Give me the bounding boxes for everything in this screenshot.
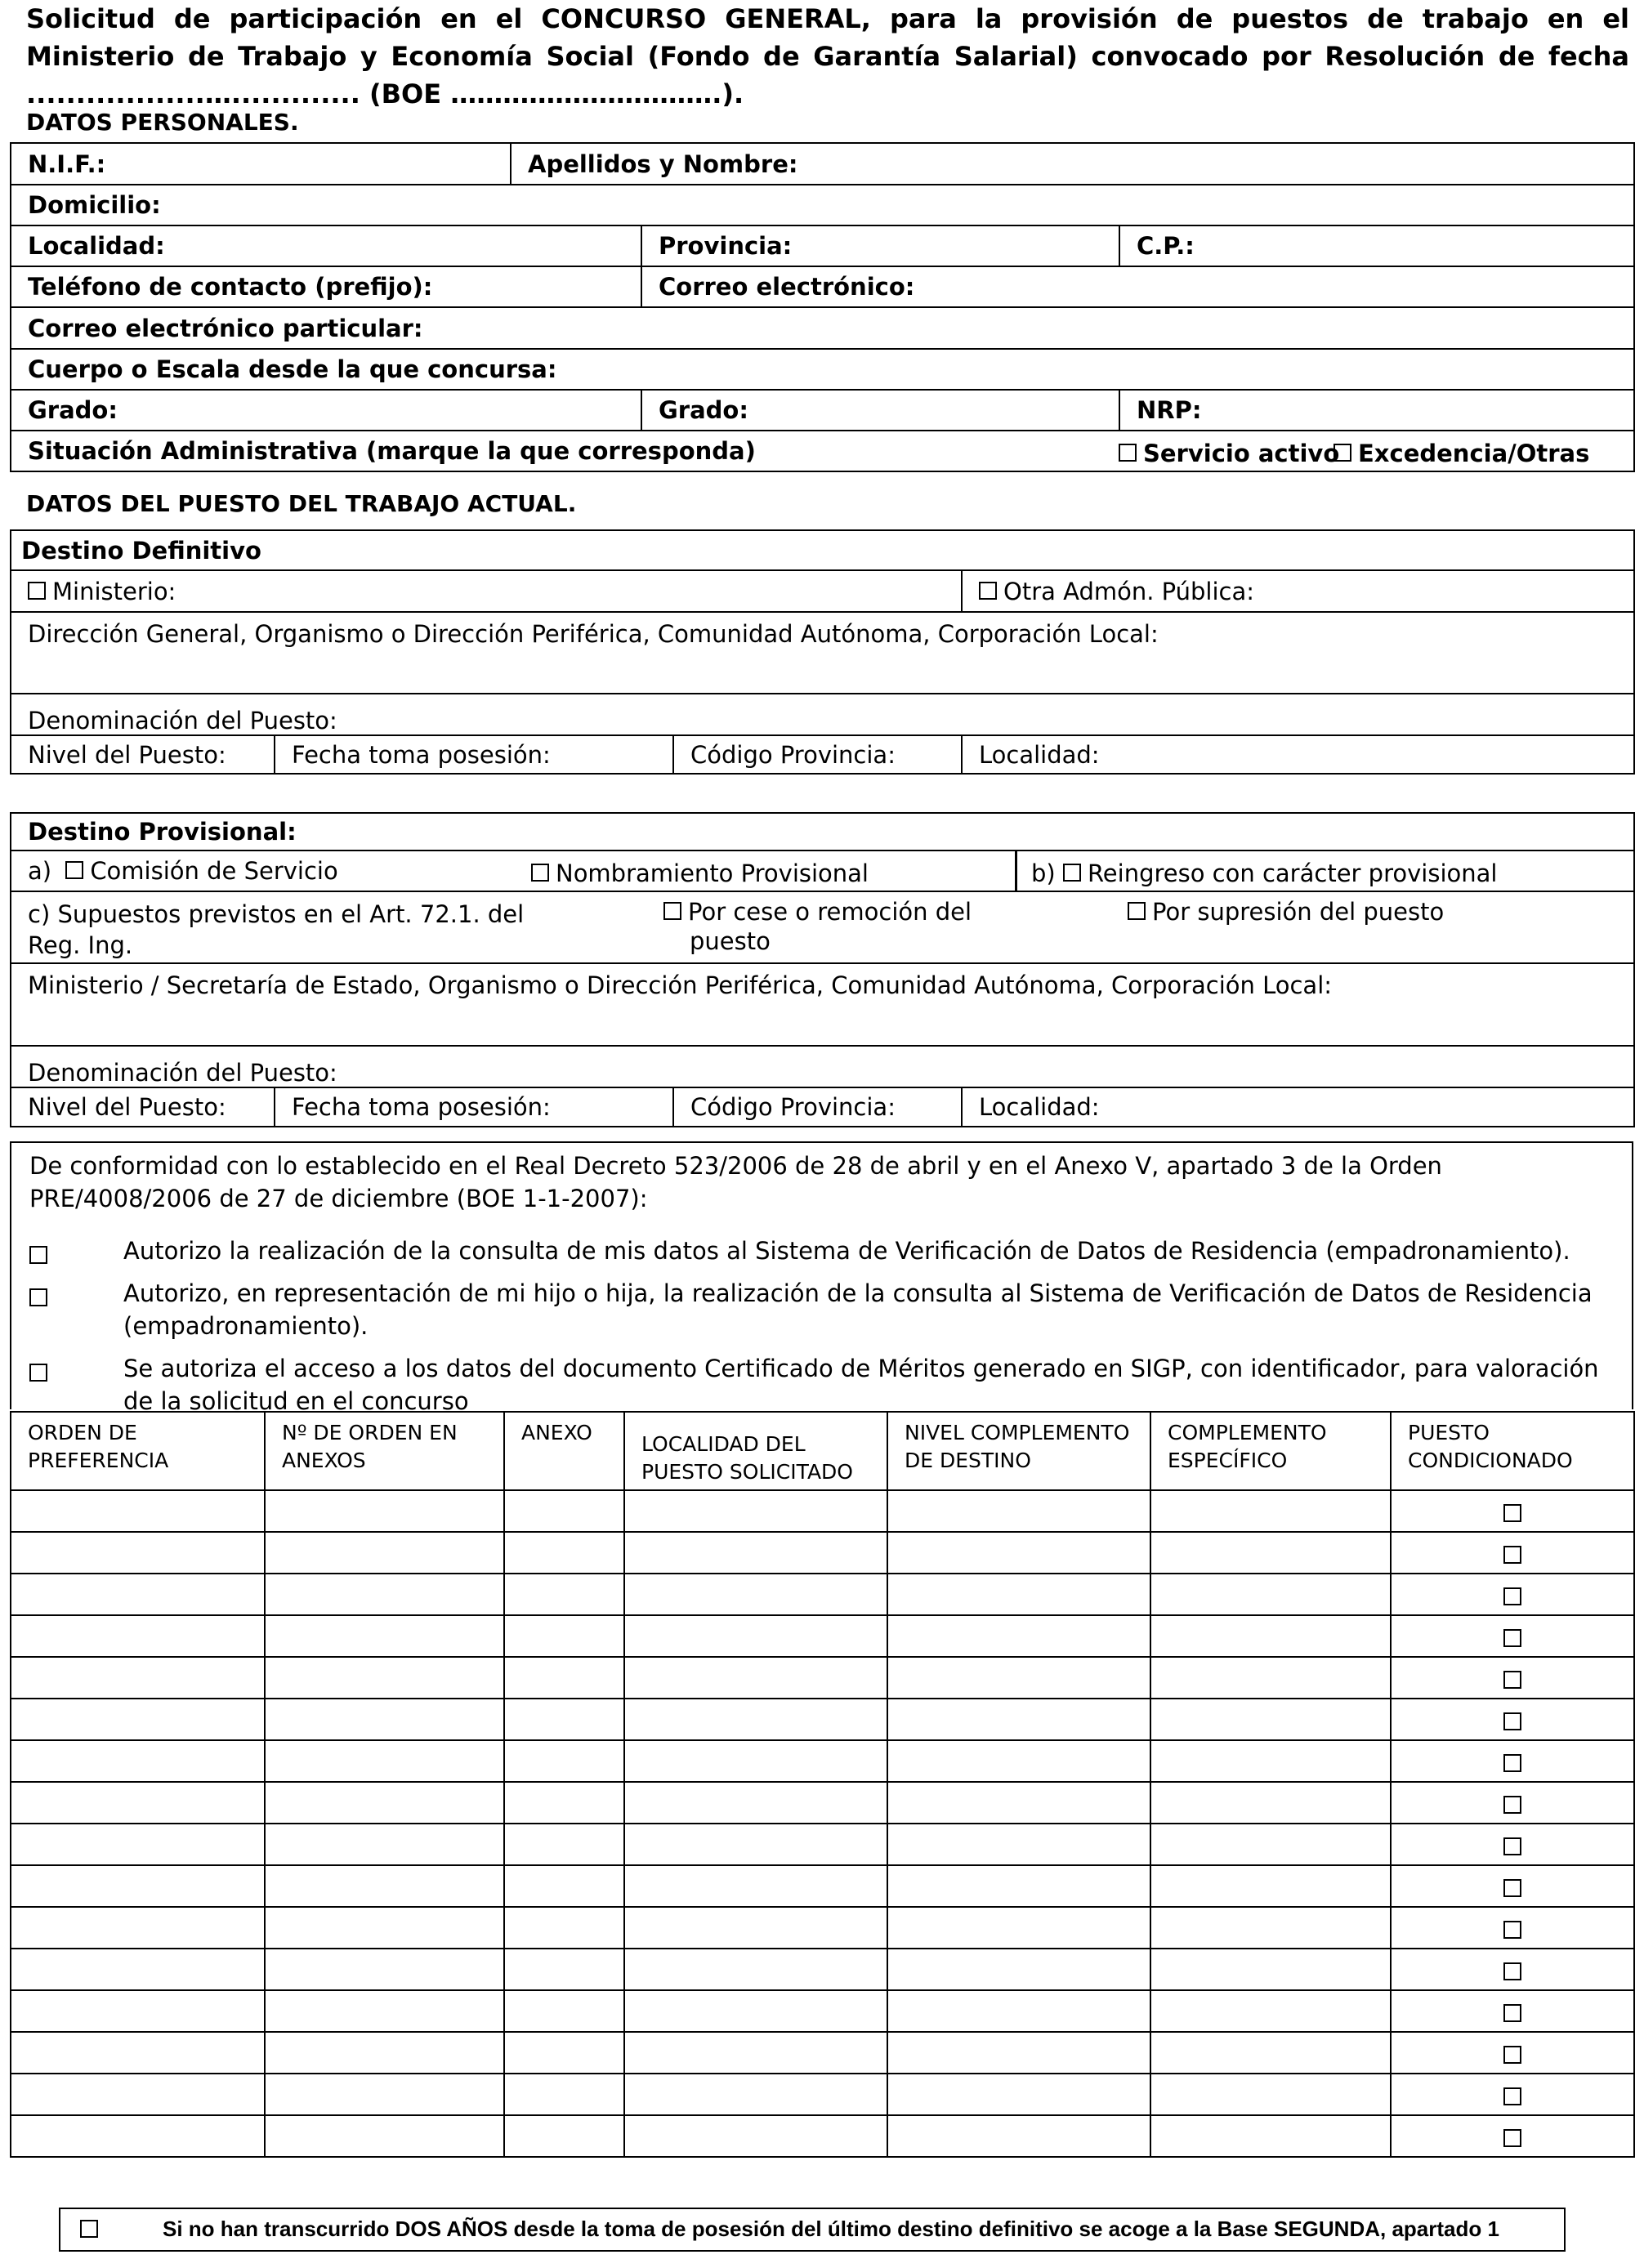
grid-cell[interactable]	[624, 1574, 887, 1615]
supresion-option[interactable]: Por supresión del puesto	[1128, 897, 1444, 926]
grid-cell[interactable]	[504, 1532, 624, 1574]
grid-cell[interactable]	[1150, 1865, 1391, 1907]
table-row	[11, 1740, 1634, 1782]
grid-cell[interactable]	[887, 2074, 1150, 2115]
grid-cell[interactable]	[265, 1699, 504, 1740]
puesto-condicionado-checkbox[interactable]	[1503, 1921, 1521, 1939]
preference-grid	[10, 1411, 1635, 2158]
consent-checkbox-3[interactable]	[29, 1364, 47, 1382]
grid-cell[interactable]	[887, 1615, 1150, 1657]
grid-cell[interactable]	[624, 1532, 887, 1574]
puesto-condicionado-cell[interactable]	[1391, 1532, 1634, 1574]
ministerio-option[interactable]: Ministerio:	[11, 570, 962, 612]
destino-provisional-table	[10, 812, 1635, 1127]
comision-option[interactable]: Comisión de Servicio	[59, 857, 337, 885]
provisional-ministerio-field[interactable]: Ministerio / Secretaría de Estado, Organismo o Dirección Periférica, Comunidad Autónoma, Corporación Local:	[11, 963, 1634, 1046]
consent-block	[10, 1141, 1633, 1415]
grid-cell[interactable]	[265, 1574, 504, 1615]
grid-cell[interactable]	[265, 1949, 504, 1990]
grid-cell[interactable]	[887, 2032, 1150, 2074]
grid-cell[interactable]	[504, 1490, 624, 1532]
provisional-localidad-field[interactable]: Localidad:	[962, 1087, 1634, 1127]
puesto-condicionado-cell[interactable]	[1391, 1865, 1634, 1907]
reingreso-checkbox[interactable]	[1063, 864, 1081, 882]
provisional-fecha-field[interactable]: Fecha toma posesión:	[275, 1087, 673, 1127]
header-num-orden: Nº DE ORDEN EN ANEXOS	[265, 1412, 504, 1490]
table-row	[11, 2032, 1634, 2074]
grid-cell[interactable]	[504, 2032, 624, 2074]
table-row	[11, 1990, 1634, 2032]
grid-cell[interactable]	[1150, 1949, 1391, 1990]
consent-checkbox-1[interactable]	[29, 1246, 47, 1264]
section-title-puesto: DATOS DEL PUESTO DEL TRABAJO ACTUAL.	[26, 490, 577, 517]
fecha-field[interactable]: Fecha toma posesión:	[275, 735, 673, 774]
nif-field[interactable]: N.I.F.:	[11, 143, 511, 185]
grid-cell[interactable]	[11, 2115, 265, 2157]
grid-cell[interactable]	[624, 1615, 887, 1657]
grid-cell[interactable]	[624, 2032, 887, 2074]
grid-cell[interactable]	[887, 1657, 1150, 1699]
denominacion-field[interactable]: Denominación del Puesto:	[11, 694, 1634, 735]
grado-field-2[interactable]: Grado:	[641, 390, 1119, 431]
grid-cell[interactable]	[11, 1782, 265, 1824]
grid-cell[interactable]	[11, 1615, 265, 1657]
telefono-field[interactable]: Teléfono de contacto (prefijo):	[11, 266, 641, 307]
puesto-condicionado-cell[interactable]	[1391, 1699, 1634, 1740]
grid-cell[interactable]	[11, 1574, 265, 1615]
servicio-activo-checkbox[interactable]	[1119, 444, 1137, 462]
grid-cell[interactable]	[265, 2074, 504, 2115]
grid-cell[interactable]	[11, 1740, 265, 1782]
table-row	[11, 1824, 1634, 1865]
puesto-condicionado-cell[interactable]	[1391, 2115, 1634, 2157]
preference-grid-body	[11, 1490, 1634, 2157]
grid-cell[interactable]	[11, 1657, 265, 1699]
grid-cell[interactable]	[1150, 1782, 1391, 1824]
grid-cell[interactable]	[1150, 1907, 1391, 1949]
table-row	[11, 2115, 1634, 2157]
puesto-condicionado-checkbox[interactable]	[1503, 1504, 1521, 1522]
puesto-condicionado-cell[interactable]	[1391, 2032, 1634, 2074]
grid-cell[interactable]	[887, 1990, 1150, 2032]
grid-cell[interactable]	[887, 1490, 1150, 1532]
grid-cell[interactable]	[887, 1865, 1150, 1907]
form-title: Solicitud de participación en el CONCURSO GENERAL, para la provisión de puestos de trabajo en el Ministerio de Trabajo y Economía Social (Fondo de Garantía Salarial) convocado por Resolución de fecha ..................…............. (BOE ………………………….).	[26, 3, 1629, 109]
puesto-condicionado-checkbox[interactable]	[1503, 1754, 1521, 1772]
grid-cell[interactable]	[1150, 1615, 1391, 1657]
puesto-condicionado-cell[interactable]	[1391, 1949, 1634, 1990]
grid-cell[interactable]	[504, 1657, 624, 1699]
consent-item-1[interactable]: Autorizo la realización de la consulta de mis datos al Sistema de Verificación de Datos de Residencia (empadronamiento).	[29, 1234, 1619, 1267]
header-complemento: COMPLEMENTO ESPECÍFICO	[1150, 1412, 1391, 1490]
grid-cell[interactable]	[11, 1907, 265, 1949]
grid-cell[interactable]	[624, 1949, 887, 1990]
grid-cell[interactable]	[11, 1865, 265, 1907]
puesto-condicionado-cell[interactable]	[1391, 1907, 1634, 1949]
grid-cell[interactable]	[887, 1740, 1150, 1782]
grid-cell[interactable]	[265, 2115, 504, 2157]
correo-field[interactable]: Correo electrónico:	[641, 266, 1634, 307]
provisional-codigo-field[interactable]: Código Provincia:	[673, 1087, 962, 1127]
grid-cell[interactable]	[504, 1574, 624, 1615]
provincia-field[interactable]: Provincia:	[641, 225, 1119, 266]
grid-cell[interactable]	[11, 1699, 265, 1740]
grid-cell[interactable]	[265, 1657, 504, 1699]
correo-particular-field[interactable]: Correo electrónico particular:	[11, 307, 1634, 349]
provisional-options-row: a) Comisión de Servicio Nombramiento Provisional b) Reingreso con carácter provisional	[11, 850, 1634, 891]
grid-cell[interactable]	[504, 1907, 624, 1949]
domicilio-field[interactable]: Domicilio:	[11, 185, 1634, 225]
grid-cell[interactable]	[504, 1699, 624, 1740]
consent-checkbox-2[interactable]	[29, 1288, 47, 1306]
grid-cell[interactable]	[11, 1949, 265, 1990]
nombramiento-option[interactable]: Nombramiento Provisional	[531, 859, 869, 887]
grado-field-1[interactable]: Grado:	[11, 390, 641, 431]
puesto-condicionado-checkbox[interactable]	[1503, 1712, 1521, 1730]
grid-cell[interactable]	[265, 1615, 504, 1657]
nrp-field[interactable]: NRP:	[1119, 390, 1634, 431]
table-row	[11, 1574, 1634, 1615]
table-row	[11, 1615, 1634, 1657]
puesto-condicionado-checkbox[interactable]	[1503, 2087, 1521, 2105]
table-row	[11, 1782, 1634, 1824]
situacion-row	[11, 431, 1634, 471]
servicio-activo-option[interactable]: Servicio activo	[1119, 440, 1339, 467]
grid-cell[interactable]	[624, 1990, 887, 2032]
grid-cell[interactable]	[1150, 2032, 1391, 2074]
puesto-condicionado-checkbox[interactable]	[1503, 1546, 1521, 1564]
codigo-provincia-field[interactable]: Código Provincia:	[673, 735, 962, 774]
grid-cell[interactable]	[887, 1699, 1150, 1740]
puesto-condicionado-checkbox[interactable]	[1503, 1671, 1521, 1689]
puesto-condicionado-checkbox[interactable]	[1503, 1879, 1521, 1897]
cuerpo-field[interactable]: Cuerpo o Escala desde la que concursa:	[11, 349, 1634, 390]
puesto-condicionado-cell[interactable]	[1391, 1657, 1634, 1699]
table-row	[11, 1490, 1634, 1532]
table-row	[11, 1865, 1634, 1907]
puesto-condicionado-cell[interactable]	[1391, 1990, 1634, 2032]
grid-cell[interactable]	[624, 1824, 887, 1865]
grid-cell[interactable]	[887, 1574, 1150, 1615]
grid-cell[interactable]	[1150, 1740, 1391, 1782]
grid-cell[interactable]	[265, 1824, 504, 1865]
localidad-puesto-field[interactable]: Localidad:	[962, 735, 1634, 774]
grid-cell[interactable]	[887, 1532, 1150, 1574]
grid-cell[interactable]	[1150, 2115, 1391, 2157]
supuestos-label-2: Reg. Ing.	[28, 931, 133, 959]
otra-admon-checkbox[interactable]	[979, 582, 997, 600]
provisional-nivel-field[interactable]: Nivel del Puesto:	[11, 1087, 275, 1127]
puesto-condicionado-checkbox[interactable]	[1503, 1837, 1521, 1855]
table-row	[11, 1949, 1634, 1990]
supresion-checkbox[interactable]	[1128, 902, 1146, 920]
grid-cell[interactable]	[504, 1740, 624, 1782]
puesto-condicionado-cell[interactable]	[1391, 1490, 1634, 1532]
puesto-condicionado-cell[interactable]	[1391, 1574, 1634, 1615]
grid-cell[interactable]	[624, 1657, 887, 1699]
footer-acogida[interactable]	[59, 2208, 1566, 2252]
grid-cell[interactable]	[504, 1782, 624, 1824]
personal-data-table	[10, 142, 1635, 472]
grid-cell[interactable]	[624, 1865, 887, 1907]
otra-admon-option[interactable]: Otra Admón. Pública:	[962, 570, 1634, 612]
cp-field[interactable]: C.P.:	[1119, 225, 1634, 266]
supuestos-label-1: c) Supuestos previstos en el Art. 72.1. del	[28, 900, 525, 928]
header-localidad: LOCALIDAD DEL PUESTO SOLICITADO	[624, 1412, 887, 1490]
table-row	[11, 1907, 1634, 1949]
grid-cell[interactable]	[265, 1907, 504, 1949]
puesto-condicionado-checkbox[interactable]	[1503, 2004, 1521, 2022]
grid-cell[interactable]	[504, 1824, 624, 1865]
table-row	[11, 1699, 1634, 1740]
puesto-condicionado-checkbox[interactable]	[1503, 1796, 1521, 1814]
grid-cell[interactable]	[11, 1490, 265, 1532]
comision-checkbox[interactable]	[65, 861, 83, 879]
grid-cell[interactable]	[265, 1740, 504, 1782]
destino-provisional-heading: Destino Provisional:	[11, 813, 1634, 850]
puesto-condicionado-cell[interactable]	[1391, 2074, 1634, 2115]
grid-cell[interactable]	[624, 2074, 887, 2115]
table-row	[11, 2074, 1634, 2115]
nivel-field[interactable]: Nivel del Puesto:	[11, 735, 275, 774]
cese-option[interactable]: Por cese o remoción del puesto	[663, 897, 972, 956]
direccion-field[interactable]: Dirección General, Organismo o Dirección Periférica, Comunidad Autónoma, Corporación Local:	[11, 612, 1634, 694]
grid-cell[interactable]	[265, 2032, 504, 2074]
grid-cell[interactable]	[1150, 1824, 1391, 1865]
excedencia-option[interactable]: Excedencia/Otras	[1334, 440, 1589, 467]
grid-cell[interactable]	[1150, 1657, 1391, 1699]
puesto-condicionado-cell[interactable]	[1391, 1740, 1634, 1782]
destino-definitivo-heading: Destino Definitivo	[11, 530, 1634, 570]
grid-cell[interactable]	[624, 1740, 887, 1782]
grid-cell[interactable]	[11, 1824, 265, 1865]
grid-cell[interactable]	[887, 1907, 1150, 1949]
destino-definitivo-table	[10, 529, 1635, 775]
grid-cell[interactable]	[265, 1782, 504, 1824]
puesto-condicionado-cell[interactable]	[1391, 1615, 1634, 1657]
header-orden: ORDEN DE PREFERENCIA	[11, 1412, 265, 1490]
header-nivel: NIVEL COMPLEMENTO DE DESTINO	[887, 1412, 1150, 1490]
grid-cell[interactable]	[265, 1532, 504, 1574]
grid-cell[interactable]	[11, 1532, 265, 1574]
footer-text: Si no han transcurrido DOS AÑOS desde la toma de posesión del último destino definitivo se acoge a la Base SEGUNDA, apartado 1	[163, 2217, 1499, 2241]
grid-cell[interactable]	[1150, 1490, 1391, 1532]
table-row	[11, 1657, 1634, 1699]
grid-cell[interactable]	[504, 2115, 624, 2157]
situacion-label: Situación Administrativa (marque la que corresponda)	[28, 437, 756, 465]
grid-cell[interactable]	[504, 1865, 624, 1907]
grid-cell[interactable]	[624, 1907, 887, 1949]
puesto-condicionado-cell[interactable]	[1391, 1782, 1634, 1824]
puesto-condicionado-checkbox[interactable]	[1503, 1587, 1521, 1605]
header-condicionado: PUESTO CONDICIONADO	[1391, 1412, 1634, 1490]
consent-intro: De conformidad con lo establecido en el Real Decreto 523/2006 de 28 de abril y en el Anexo V, apartado 3 de la Orden PRE/4008/2006 de 27 de diciembre (BOE 1-1-2007):	[29, 1152, 1442, 1212]
grid-cell[interactable]	[11, 2032, 265, 2074]
grid-cell[interactable]	[887, 1824, 1150, 1865]
cese-checkbox[interactable]	[663, 902, 681, 920]
localidad-field[interactable]: Localidad:	[11, 225, 641, 266]
provisional-denominacion-field[interactable]: Denominación del Puesto:	[11, 1046, 1634, 1087]
excedencia-checkbox[interactable]	[1334, 444, 1351, 462]
grid-cell[interactable]	[504, 1949, 624, 1990]
grid-cell[interactable]	[1150, 1990, 1391, 2032]
supuestos-row	[11, 891, 1634, 963]
consent-item-2[interactable]: Autorizo, en representación de mi hijo o hija, la realización de la consulta al Sistema de Verificación de Datos de Residencia (empadronamiento).	[29, 1277, 1619, 1342]
grid-cell[interactable]	[624, 2115, 887, 2157]
grid-cell[interactable]	[887, 1782, 1150, 1824]
ministerio-checkbox[interactable]	[28, 582, 46, 600]
grid-cell[interactable]	[1150, 2074, 1391, 2115]
puesto-condicionado-checkbox[interactable]	[1503, 2129, 1521, 2147]
grid-cell[interactable]	[504, 1990, 624, 2032]
grid-cell[interactable]	[1150, 1699, 1391, 1740]
grid-cell[interactable]	[265, 1990, 504, 2032]
grid-cell[interactable]	[624, 1699, 887, 1740]
header-anexo: ANEXO	[504, 1412, 624, 1490]
grid-cell[interactable]	[11, 2074, 265, 2115]
section-title-personal: DATOS PERSONALES.	[26, 109, 299, 136]
grid-cell[interactable]	[624, 1490, 887, 1532]
table-row	[11, 1532, 1634, 1574]
puesto-condicionado-checkbox[interactable]	[1503, 1629, 1521, 1647]
puesto-condicionado-checkbox[interactable]	[1503, 2046, 1521, 2064]
grid-cell[interactable]	[265, 1865, 504, 1907]
grid-cell[interactable]	[504, 1615, 624, 1657]
grid-cell[interactable]	[887, 1949, 1150, 1990]
grid-cell[interactable]	[265, 1490, 504, 1532]
grid-cell[interactable]	[11, 1990, 265, 2032]
footer-checkbox[interactable]	[80, 2220, 98, 2238]
grid-cell[interactable]	[887, 2115, 1150, 2157]
apellidos-field[interactable]: Apellidos y Nombre:	[511, 143, 1634, 185]
consent-item-3[interactable]: Se autoriza el acceso a los datos del documento Certificado de Méritos generado en SIGP, con identificador, para valoración de la solicitud en el concurso	[29, 1352, 1619, 1418]
reingreso-option[interactable]: b) Reingreso con carácter provisional	[1031, 859, 1498, 887]
grid-cell[interactable]	[504, 2074, 624, 2115]
puesto-condicionado-cell[interactable]	[1391, 1824, 1634, 1865]
nombramiento-checkbox[interactable]	[531, 864, 549, 882]
grid-cell[interactable]	[624, 1782, 887, 1824]
grid-cell[interactable]	[1150, 1532, 1391, 1574]
grid-cell[interactable]	[1150, 1574, 1391, 1615]
puesto-condicionado-checkbox[interactable]	[1503, 1962, 1521, 1980]
